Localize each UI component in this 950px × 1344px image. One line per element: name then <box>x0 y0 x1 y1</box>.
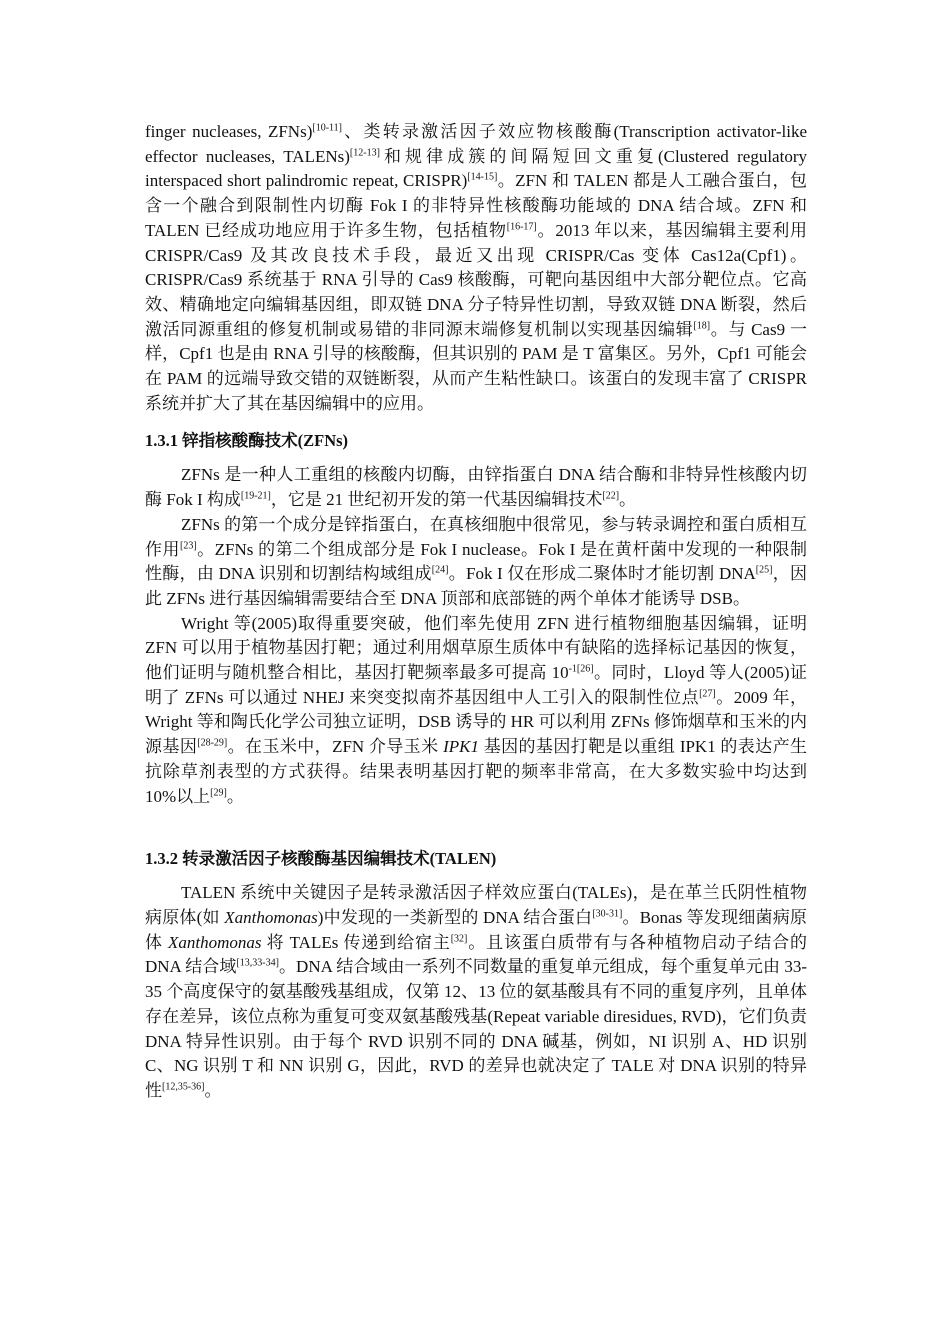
italic-term: Xanthomonas <box>168 932 262 952</box>
text-run: 。ZFN 和 TALEN 都是人工融合蛋白，包含一个融合到限制性内切酶 Fok I 的非特异性核酸酶功能域的 DNA 结合域。ZFN 和 TALEN 已经成功地应用于许多生物，包括植物 <box>145 171 807 240</box>
text-run: 。Bonas 等发现细菌病原体 <box>145 907 807 952</box>
citation-ref: [28-29] <box>197 737 228 749</box>
italic-term: Xanthomonas <box>224 907 318 927</box>
text-run: 。在玉米中，ZFN 介导玉米 <box>227 737 444 757</box>
text-run: )中发现的一类新型的 DNA 结合蛋白 <box>317 907 593 927</box>
text-run: 基因的基因打靶是以重组 IPK1 的表达产生抗除草剂表型的方式获得。结果表明基因打靶的频率非常高，在大多数实验中均达到 10%以上 <box>145 737 807 806</box>
citation-ref: [24] <box>431 564 449 576</box>
citation-ref: [30-31] <box>592 908 623 920</box>
citation-ref: [25] <box>755 564 773 576</box>
document-page <box>145 120 807 1104</box>
talen-paragraph <box>145 881 807 1103</box>
zfns-definition-paragraph <box>145 463 807 512</box>
citation-ref: [10-11] <box>312 122 342 134</box>
text-run: 。2013 年以来，基因编辑主要利用 CRISPR/Cas9 及其改良技术手段，最近又出现 CRISPR/Cas 变体 Cas12a(Cpf1)。CRISPR/Cas9 系统基于 RNA 引导的 Cas9 核酸酶，可靶向基因组中大部分靶位点。它高效、精确地定向编辑基因组，即双链 DNA 分子特异性切割，导致双链 DNA 断裂，然后激活同源重组的修复机制或易错的非同源末端修复机制以实现基因编辑 <box>145 220 807 339</box>
citation-ref: [23] <box>180 539 197 551</box>
text-run: Wright 等(2005)取得重要突破，他们率先使用 ZFN 进行植物细胞基因编辑，证明 ZFN 可以用于植物基因打靶；通过利用烟草原生质体中有缺陷的选择标记基因的恢复，他们证明与随机整合相比，基因打靶频率最多可提高 10 <box>145 613 807 683</box>
text-run: 和规律成簇的间隔短回文重复(Clustered regulatory interspaced short palindromic repeat, CRISPR) <box>145 146 807 191</box>
citation-ref: [12-13] <box>349 147 380 159</box>
text-run: 将 TALEs 传递到给宿主 <box>261 932 451 952</box>
text-run: 。ZFNs 的第二个组成部分是 Fok I nuclease。Fok I 是在黄杆菌中发现的一种限制性酶，由 DNA 识别和切割结构域组成 <box>145 539 808 584</box>
text-run: 。 <box>619 490 637 510</box>
citation-ref: -1[26] <box>568 663 594 675</box>
text-run: ，它是 21 世纪初开发的第一代基因编辑技术 <box>270 490 603 510</box>
section-heading-talen: 1.3.2 转录激活因子核酸酶基因编辑技术(TALEN) <box>145 849 497 869</box>
text-run: TALEN 系统中关键因子是转录激活因子样效应蛋白(TALEs)，是在革兰氏阴性植物病原体(如 <box>145 883 807 927</box>
citation-ref: [14-15] <box>467 171 498 183</box>
citation-ref: [22] <box>602 490 620 502</box>
citation-ref: [18] <box>693 319 711 331</box>
text-run: 。且该蛋白质带有与各种植物启动子结合的 DNA 结合域 <box>145 932 808 977</box>
text-run: ，因此 ZFNs 进行基因编辑需要结合至 DNA 顶部和底部链的两个单体才能诱导 DSB。 <box>145 564 807 608</box>
text-run: 。DNA 结合域由一系列不同数量的重复单元组成，每个重复单元由 33-35 个高度保守的氨基酸残基组成，仅第 12、13 位的氨基酸具有不同的重复序列，且单体存在差异，该位点称为重复可变双氨基酸残基(Repeat variable diresidues, RVD)，它们负责 DNA 特异性识别。由于每个 RVD 识别不同的 DNA 碱基，例如，NI 识别 A、HD 识别 C、NG 识别 T 和 NN 识别 G，因此，RVD 的差异也就决定了 TALE 对 DNA 识别的特异性 <box>145 957 807 1100</box>
citation-ref: [12,35-36] <box>162 1081 205 1093</box>
text-run: 。Fok I 仅在形成二聚体时才能切割 DNA <box>448 564 756 584</box>
text-run: 。 <box>226 786 244 806</box>
text-run: 。同时，Lloyd 等人(2005)证明了 ZFNs 可以通过 NHEJ 来突变拟南芥基因组中人工引入的限制性位点 <box>145 663 808 707</box>
intro-paragraph <box>145 120 807 416</box>
text-run: ZFNs 是一种人工重组的核酸内切酶，由锌指蛋白 DNA 结合酶和非特异性核酸内切酶 Fok I 构成 <box>145 465 807 510</box>
text-run: 。与 Cas9 一样，Cpf1 也是由 RNA 引导的核酸酶，但其识别的 PAM 是 T 富集区。另外，Cpf1 可能会在 PAM 的远端导致交错的双链断裂，从而产生粘性缺口。该蛋白的发现丰富了 CRISPR 系统并扩大了其在基因编辑中的应用。 <box>145 319 808 413</box>
citation-ref: [13,33-34] <box>236 957 279 969</box>
italic-term: IPK1 <box>443 737 480 757</box>
citation-ref: [27] <box>699 688 716 700</box>
text-run: 。2009 年，Wright 等和陶氏化学公司独立证明，DSB 诱导的 HR 可以利用 ZFNs 修饰烟草和玉米的内源基因 <box>145 687 807 757</box>
text-run: finger nucleases, ZFNs) <box>145 122 313 141</box>
text-run: ZFNs 的第一个成分是锌指蛋白，在真核细胞中很常见，参与转录调控和蛋白质相互作用 <box>145 514 807 559</box>
section-heading-zfns: 1.3.1 锌指核酸酶技术(ZFNs) <box>145 431 349 451</box>
text-run: 、类转录激活因子效应物核酸酶(Transcription activator-like effector nucleases, TALENs) <box>145 122 807 166</box>
text-run: 。 <box>204 1080 222 1100</box>
citation-ref: [16-17] <box>506 221 537 233</box>
zfns-plant-application-paragraph <box>145 612 807 810</box>
citation-ref: [19-21] <box>240 490 271 502</box>
citation-ref: [29] <box>210 786 227 798</box>
zfns-components-paragraph <box>145 513 807 612</box>
citation-ref: [32] <box>450 933 468 945</box>
